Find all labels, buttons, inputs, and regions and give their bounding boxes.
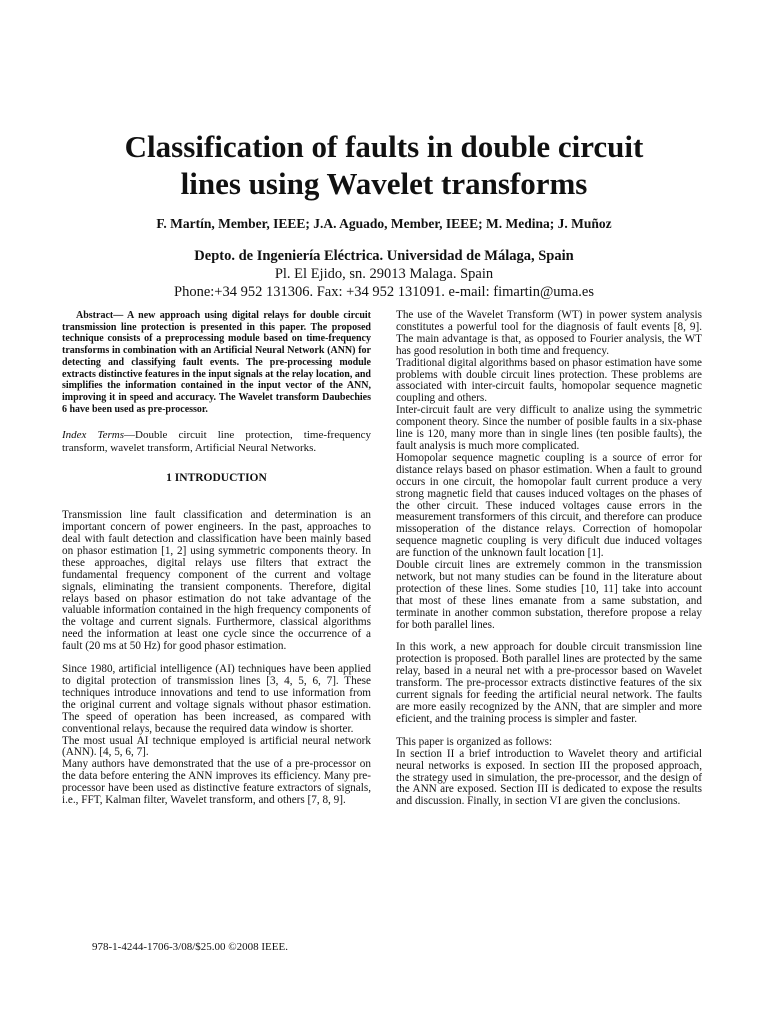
- copyright-footer: 978-1-4244-1706-3/08/$25.00 ©2008 IEEE.: [92, 941, 288, 953]
- paragraph: Homopolar sequence magnetic coupling is a source of error for distance relays based on phasor estimation. When a fault to ground occurs in one circuit, the homopolar fault current produce a very strong magnetic field that causes induced voltages on the phases of the other circuit. These induced voltages cause errors in the measurement transformers of this circuit, and therefore can produce missoperation of the distance relays. Correction of homopolar sequence magnetic coupling is very dificult due induced voltages are function of the unknown fault location [1].: [396, 451, 702, 560]
- paragraph: Transmission line fault classification and determination is an important concern of power engineers. In the past, approaches to deal with fault detection and classification have been mainly based on phasor estimation [1, 2] using symmetric components theory. In these approaches, digital relays use filters that extract the fundamental frequency component of the current and voltage signals, eliminating the transient components. Therefore, digital relays based on phasor estimation do not take advantage of the valuable information contained in the high frequency components of the voltage and current signals. Furthermore, classical algorithms need the information at least one cycle since the occurrence of a fault (20 ms at 50 Hz) for good phasor estimation.: [62, 509, 371, 653]
- index-terms: [62, 429, 371, 455]
- paragraph: The most usual AI technique employed is artificial neural network (ANN). [4, 5, 6, 7].: [62, 734, 371, 759]
- affiliation-contact: Phone:+34 952 131306. Fax: +34 952 131091. e-mail: fimartin@uma.es: [174, 284, 594, 300]
- right-column: [396, 310, 702, 808]
- affiliation-block: [0, 247, 768, 301]
- paragraph: In this work, a new approach for double circuit transmission line protection is proposed. Both parallel lines are protected by the same relay, based in a neural net with a pre-processor based on Wavelet transform. The pre-processor extracts distinctive features of the six current signals for feeding the artificial neural network. The faults are more easily recognized by the ANN, that are simpler and more eficient, and the training process is simpler and faster.: [396, 641, 702, 725]
- paragraph: This paper is organized as follows:: [396, 735, 553, 748]
- abstract: Abstract— A new approach using digital relays for double circuit transmission line protection is presented in this paper. The proposed technique consists of a preprocessing module based on time-frequency transforms in combination with an Artificial Neural Network (ANN) for detecting and classifying fault events. The pre-processing module extracts distinctive features in the input signals at the relay location, and simplifies the information contained in the input vector of the ANN, improving it in speed and accuracy. The Wavelet transform Daubechies 6 have been used as pre-processor.: [62, 310, 371, 415]
- paragraph: Double circuit lines are extremely common in the transmission network, but not many studies can be found in the literature about protection of these lines. Some studies [10, 11] take into account that most of these lines emanate from a same substation, and terminate in another common substation, therefore propose a relay for both parallel lines.: [396, 559, 702, 631]
- affiliation-address: Pl. El Ejido, sn. 29013 Malaga. Spain: [274, 266, 494, 282]
- paragraph: Since 1980, artificial intelligence (AI) techniques have been applied to digital protection of transmission lines [3, 4, 5, 6, 7]. These techniques introduce innovations and tend to use information from the original current and voltage signals without phasor estimation. The speed of operation has been increased, as compared with conventional relays, because the required data window is shorter.: [62, 663, 371, 735]
- index-terms-label: Index Terms: [62, 429, 125, 442]
- affiliation-department: Depto. de Ingeniería Eléctrica. Universidad de Málaga, Spain: [194, 248, 574, 264]
- section-heading-introduction: 1 INTRODUCTION: [166, 472, 267, 485]
- title-line-1: Classification of faults in double circuit: [124, 129, 644, 164]
- paragraph: In section II a brief introduction to Wavelet theory and artificial neural networks is exposed. In section III the proposed approach, the strategy used in simulation, the pre-processor, and the design of the ANN are exposed. Section III is dedicated to expose the results and discussion. Finally, in section VI are given the conclusions.: [396, 747, 702, 808]
- title-line-2: lines using Wavelet transforms: [180, 166, 588, 201]
- left-column: [62, 310, 371, 807]
- paper-title: [0, 128, 768, 202]
- paragraph: The use of the Wavelet Transform (WT) in power system analysis constitutes a powerful tool for the diagnosis of fault events [8, 9]. The main advantage is that, as opposed to Fourier analysis, the WT has good resolution in both time and frequency.: [396, 309, 702, 357]
- index-terms-text: —Double circuit line protection, time-frequency transform, wavelet transform, Artificial Neural Networks.: [62, 429, 371, 455]
- paragraph: Many authors have demonstrated that the use of a pre-processor on the data before entering the ANN improves its efficiency. Many pre-processor have been used as distinctive feature extractors of signals, i.e., FFT, Kalman filter, Wavelet transform, and others [7, 8, 9].: [62, 758, 371, 807]
- author-list: F. Martín, Member, IEEE; J.A. Aguado, Member, IEEE; M. Medina; J. Muñoz: [156, 216, 612, 231]
- paragraph: Traditional digital algorithms based on phasor estimation have some problems with double circuit lines protection. These problems are associated with inter-circuit faults, homopolar sequence magnetic coupling and others.: [396, 356, 702, 405]
- paragraph: Inter-circuit fault are very difficult to analize using the symmetric component theory. Since the number of posible faults in a six-phase line is 120, many more than in single lines (ten posible faults), the fault analysis is much more complicated.: [396, 404, 702, 452]
